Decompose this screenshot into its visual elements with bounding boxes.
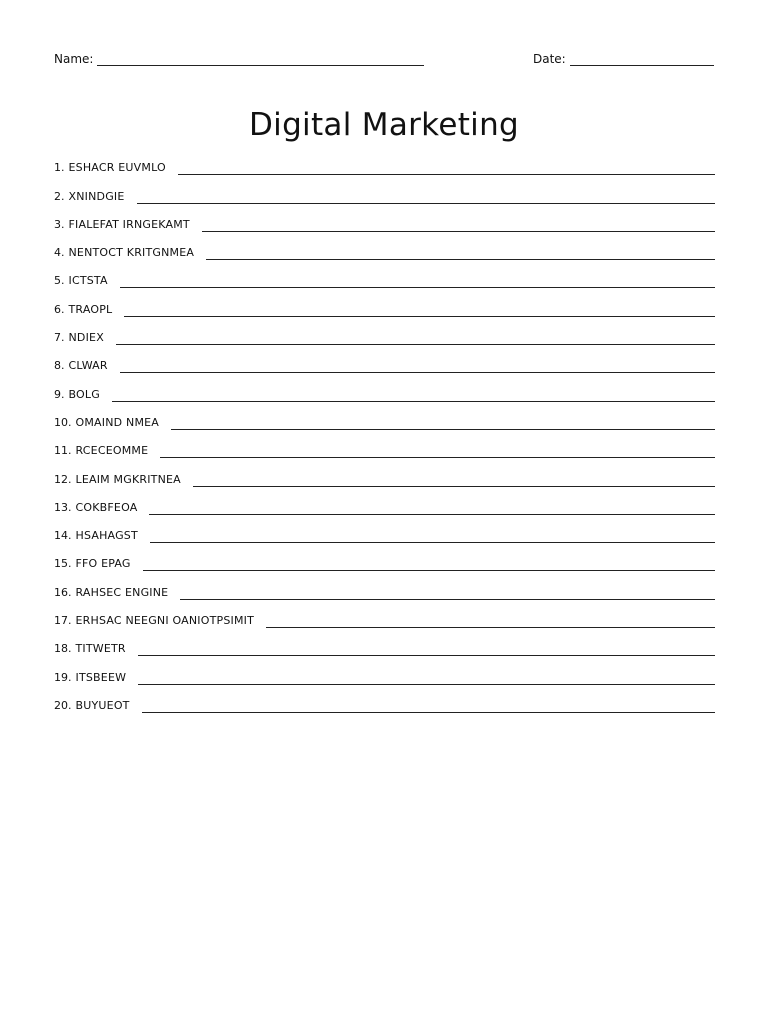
scrambled-word: ICTSTA (68, 274, 108, 288)
item-number: 10. (54, 415, 72, 429)
list-item (54, 458, 715, 486)
item-number: 14. (54, 529, 72, 543)
worksheet-header (54, 52, 714, 70)
scrambled-word: LEAIM MGKRITNEA (75, 472, 181, 486)
answer-line[interactable] (150, 532, 715, 543)
list-item (54, 656, 715, 684)
list-item (54, 175, 715, 203)
date-label: Date: (533, 52, 566, 66)
item-number: 5. (54, 274, 65, 288)
list-item (54, 147, 715, 175)
scrambled-word: NENTOCT KRITGNMEA (68, 246, 195, 260)
item-number: 9. (54, 387, 65, 401)
item-number: 17. (54, 614, 72, 628)
list-item (54, 685, 715, 713)
answer-line[interactable] (171, 419, 715, 430)
list-item (54, 204, 715, 232)
answer-line[interactable] (142, 702, 715, 713)
scrambled-word: XNINDGIE (68, 189, 125, 203)
answer-line[interactable] (160, 447, 715, 458)
list-item (54, 345, 715, 373)
list-item (54, 232, 715, 260)
date-blank-line[interactable] (570, 53, 714, 66)
item-number: 3. (54, 217, 65, 231)
list-item (54, 260, 715, 288)
answer-line[interactable] (137, 193, 715, 204)
scrambled-word-list (54, 147, 715, 713)
answer-line[interactable] (112, 391, 715, 402)
scrambled-word: ERHSAC NEEGNI OANIOTPSIMIT (75, 614, 255, 628)
list-item (54, 515, 715, 543)
list-item (54, 600, 715, 628)
answer-line[interactable] (178, 164, 715, 175)
scrambled-word: TITWETR (75, 642, 126, 656)
item-number: 13. (54, 500, 72, 514)
scrambled-word: FIALEFAT IRNGEKAMT (68, 217, 190, 231)
scrambled-word: RAHSEC ENGINE (75, 585, 169, 599)
scrambled-word: ITSBEEW (75, 670, 127, 684)
answer-line[interactable] (180, 589, 715, 600)
scrambled-word: COKBFEOA (75, 500, 138, 514)
scrambled-word: FFO EPAG (75, 557, 131, 571)
item-number: 20. (54, 698, 72, 712)
item-number: 18. (54, 642, 72, 656)
scrambled-word: BUYUEOT (75, 698, 130, 712)
item-number: 1. (54, 161, 65, 175)
list-item (54, 317, 715, 345)
answer-line[interactable] (120, 277, 715, 288)
list-item (54, 628, 715, 656)
list-item (54, 288, 715, 316)
list-item (54, 571, 715, 599)
answer-line[interactable] (120, 362, 715, 373)
answer-line[interactable] (116, 334, 715, 345)
list-item (54, 543, 715, 571)
item-number: 8. (54, 359, 65, 373)
scrambled-word: HSAHAGST (75, 529, 138, 543)
answer-line[interactable] (193, 476, 715, 487)
name-field[interactable] (54, 52, 424, 66)
answer-line[interactable] (138, 645, 715, 656)
item-number: 6. (54, 302, 65, 316)
item-number: 16. (54, 585, 72, 599)
list-item (54, 373, 715, 401)
name-label: Name: (54, 52, 94, 66)
answer-line[interactable] (143, 560, 715, 571)
page-title: Digital Marketing (249, 106, 519, 143)
date-field[interactable] (533, 52, 714, 66)
scrambled-word: OMAIND NMEA (75, 415, 160, 429)
item-number: 19. (54, 670, 72, 684)
scrambled-word: CLWAR (68, 359, 108, 373)
item-number: 4. (54, 246, 65, 260)
item-number: 12. (54, 472, 72, 486)
scrambled-word: ESHACR EUVMLO (68, 161, 166, 175)
scrambled-word: BOLG (68, 387, 100, 401)
answer-line[interactable] (206, 249, 715, 260)
scrambled-word: RCECEOMME (75, 444, 149, 458)
answer-line[interactable] (202, 221, 715, 232)
item-number: 11. (54, 444, 72, 458)
list-item (54, 487, 715, 515)
item-number: 7. (54, 331, 65, 345)
answer-line[interactable] (149, 504, 715, 515)
name-blank-line[interactable] (97, 53, 424, 66)
list-item (54, 402, 715, 430)
answer-line[interactable] (138, 674, 715, 685)
answer-line[interactable] (266, 617, 715, 628)
scrambled-word: TRAOPL (68, 302, 113, 316)
answer-line[interactable] (124, 306, 715, 317)
item-number: 2. (54, 189, 65, 203)
item-number: 15. (54, 557, 72, 571)
scrambled-word: NDIEX (68, 331, 104, 345)
list-item (54, 430, 715, 458)
